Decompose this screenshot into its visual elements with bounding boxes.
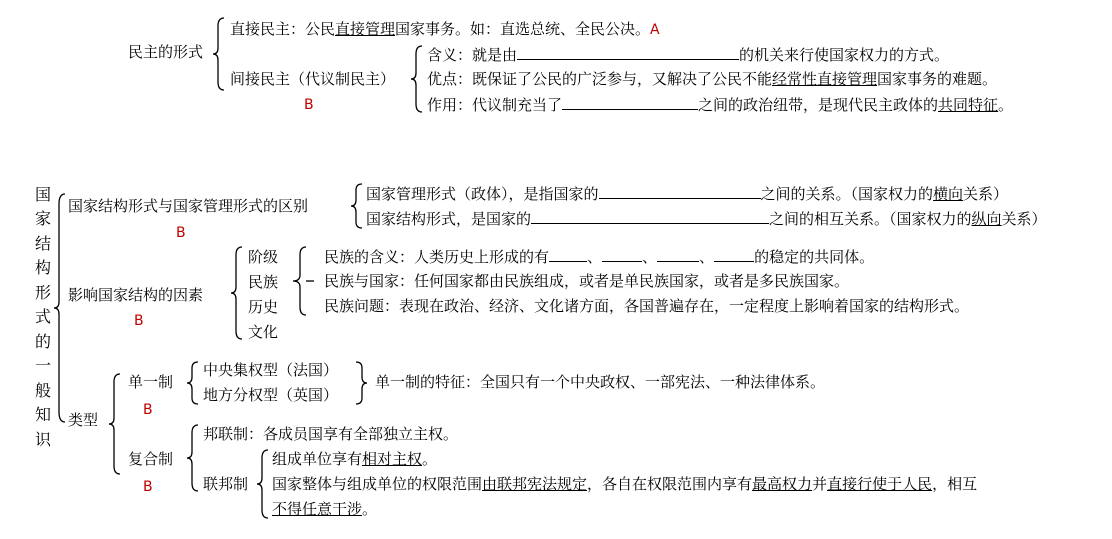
composite-brace xyxy=(186,423,200,493)
unitary-brace xyxy=(186,360,200,406)
level-mark: B xyxy=(143,479,153,495)
factors-heading: 影响国家结构的因素 xyxy=(68,286,204,304)
composite-heading: 复合制 xyxy=(128,450,174,468)
factor-item: 民族 xyxy=(248,273,279,291)
federation-line1: 组成单位享有相对主权。 xyxy=(272,450,438,468)
title-char: 般 xyxy=(34,381,51,400)
level-mark: B xyxy=(134,313,144,329)
federation-heading: 联邦制 xyxy=(203,475,249,493)
title-char: 家 xyxy=(34,209,51,228)
level-mark: B xyxy=(304,97,314,113)
title-char: 结 xyxy=(34,234,51,253)
nation-issue: 民族问题：表现在政治、经济、文化诸方面，各国普遍存在，一定程度上影响着国家的结构形式。 xyxy=(324,297,970,315)
indirect-democracy-heading: 间接民主（代议制民主） xyxy=(230,70,396,88)
difference-brace xyxy=(350,182,364,230)
federation-brace xyxy=(256,448,270,520)
unitary-sub2: 地方分权型（英国） xyxy=(203,386,339,404)
title-char: 构 xyxy=(34,258,51,277)
title-char: 国 xyxy=(34,185,51,204)
nation-brace xyxy=(292,245,316,317)
confederation: 邦联制：各成员国享有全部独立主权。 xyxy=(203,425,459,443)
level-mark: A xyxy=(650,22,660,38)
factors-brace xyxy=(230,245,244,341)
unitary-feature: 单一制的特征：全国只有一个中央政权、一部宪法、一种法律体系。 xyxy=(375,373,826,391)
nation-state: 民族与国家：任何国家都由民族组成，或者是单民族国家，或者是多民族国家。 xyxy=(324,272,850,290)
level-mark: B xyxy=(143,402,153,418)
difference-line1: 国家管理形式（政体），是指国家的 之间的关系。（国家权力的横向关系） xyxy=(366,185,1009,203)
unitary-heading: 单一制 xyxy=(128,373,174,391)
title-char: 的 xyxy=(34,332,51,351)
indirect-role: 作用：代议制充当了 之间的政治纽带，是现代民主政体的共同特征。 xyxy=(427,96,1014,114)
title-char: 知 xyxy=(34,405,51,424)
unitary-sub1: 中央集权型（法国） xyxy=(203,361,339,379)
title-char: 识 xyxy=(34,430,51,449)
federation-line2: 国家整体与组成单位的权限范围由联邦宪法规定，各自在权限范围内享有最高权力并直接行使于人民，相互 xyxy=(272,475,978,493)
title-char: 形 xyxy=(34,283,51,302)
democracy-brace xyxy=(212,16,226,92)
indirect-merit: 优点：既保证了公民的广泛参与，又解决了公民不能经常性直接管理国家事务的难题。 xyxy=(427,70,998,88)
nation-meaning: 民族的含义：人类历史上形成的有 、 、 、 的稳定的共同体。 xyxy=(324,248,875,266)
difference-heading: 国家结构形式与国家管理形式的区别 xyxy=(68,197,309,215)
unitary-close-brace xyxy=(354,360,368,406)
level-mark: B xyxy=(176,225,186,241)
factor-item: 阶级 xyxy=(248,248,279,266)
indirect-meaning: 含义：就是由 的机关来行使国家权力的方式。 xyxy=(427,46,950,64)
direct-democracy: 直接民主：公民直接管理国家事务。如：直选总统、全民公决。A xyxy=(230,20,660,38)
democracy-heading: 民主的形式 xyxy=(128,43,204,61)
title-char: 式 xyxy=(34,307,51,326)
factor-item: 文化 xyxy=(248,323,279,341)
types-brace xyxy=(108,372,122,476)
indirect-brace xyxy=(410,44,424,114)
factor-item: 历史 xyxy=(248,298,279,316)
title-char: 一 xyxy=(34,356,51,375)
types-heading: 类型 xyxy=(68,411,99,429)
main-brace xyxy=(53,192,67,424)
difference-line2: 国家结构形式，是国家的 之间的相互关系。（国家权力的纵向关系） xyxy=(366,210,1047,228)
federation-line3: 不得任意干涉。 xyxy=(272,500,378,518)
